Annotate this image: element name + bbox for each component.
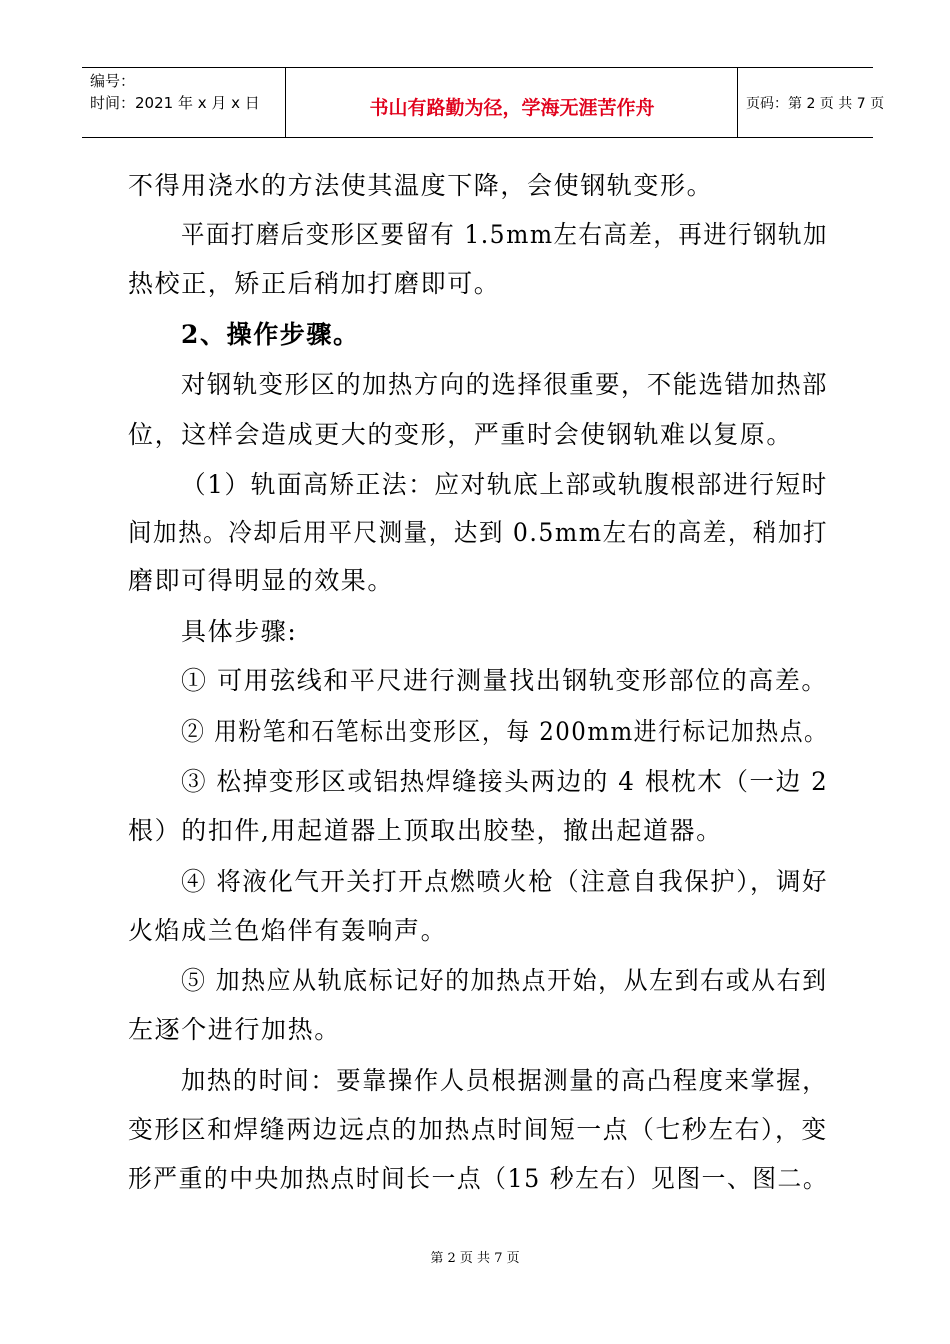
body-line: 不得用浇水的方法使其温度下降，会使钢轨变形。 bbox=[128, 171, 714, 200]
header-page-cell bbox=[738, 68, 885, 137]
body-line: 火焰成兰色焰伴有轰响声。 bbox=[128, 916, 448, 945]
list-item: ④ 将液化气开关打开点燃喷火枪（注意自我保护），调好 bbox=[181, 867, 829, 896]
header-motto-cell bbox=[286, 68, 738, 137]
body-line: 根）的扣件,用起道器上顶取出胶垫，撤出起道器。 bbox=[128, 816, 723, 845]
body-line: 磨即可得明显的效果。 bbox=[128, 566, 395, 595]
body-line: 加热的时间：要靠操作人员根据测量的高凸程度来掌握， bbox=[181, 1066, 829, 1095]
body-line: 间加热。冷却后用平尺测量，达到 0.5mm左右的高差，稍加打 bbox=[128, 518, 829, 547]
header-motto: 书山有路勤为径，学海无涯苦作舟 bbox=[369, 97, 655, 119]
body-line: 对钢轨变形区的加热方向的选择很重要，不能选错加热部 bbox=[181, 370, 829, 399]
body-line: 热校正，矫正后稍加打磨即可。 bbox=[128, 269, 501, 298]
body-line: 位，这样会造成更大的变形，严重时会使钢轨难以复原。 bbox=[128, 420, 794, 449]
header-page-info: 页码：第 2 页 共 7 页 bbox=[746, 96, 885, 112]
header-meta-cell bbox=[82, 68, 286, 137]
body-line: 变形区和焊缝两边远点的加热点时间短一点（七秒左右），变 bbox=[128, 1115, 828, 1144]
page-footer: 第 2 页 共 7 页 bbox=[430, 1251, 520, 1266]
header-table bbox=[82, 67, 885, 138]
body-line: （1）轨面高矫正法：应对轨底上部或轨腹根部进行短时 bbox=[181, 470, 828, 499]
body-line: 左逐个进行加热。 bbox=[128, 1015, 341, 1044]
list-item: ⑤ 加热应从轨底标记好的加热点开始，从左到右或从右到 bbox=[181, 966, 828, 995]
body-line: 平面打磨后变形区要留有 1.5mm左右高差，再进行钢轨加 bbox=[181, 220, 828, 249]
body-line: 具体步骤: bbox=[181, 617, 298, 646]
section-heading: 2、操作步骤。 bbox=[181, 320, 360, 349]
list-item: ① 可用弦线和平尺进行测量找出钢轨变形部位的高差。 bbox=[181, 666, 828, 695]
document-time-label: 时间：2021 年 x 月 x 日 bbox=[90, 94, 260, 112]
document-number-label: 编号： bbox=[90, 72, 136, 90]
list-item: ② 用粉笔和石笔标出变形区，每 200mm进行标记加热点。 bbox=[181, 717, 829, 746]
list-item: ③ 松掉变形区或铝热焊缝接头两边的 4 根枕木（一边 2 bbox=[181, 767, 829, 796]
body-line: 形严重的中央加热点时间长一点（15 秒左右）见图一、图二。 bbox=[128, 1164, 829, 1193]
